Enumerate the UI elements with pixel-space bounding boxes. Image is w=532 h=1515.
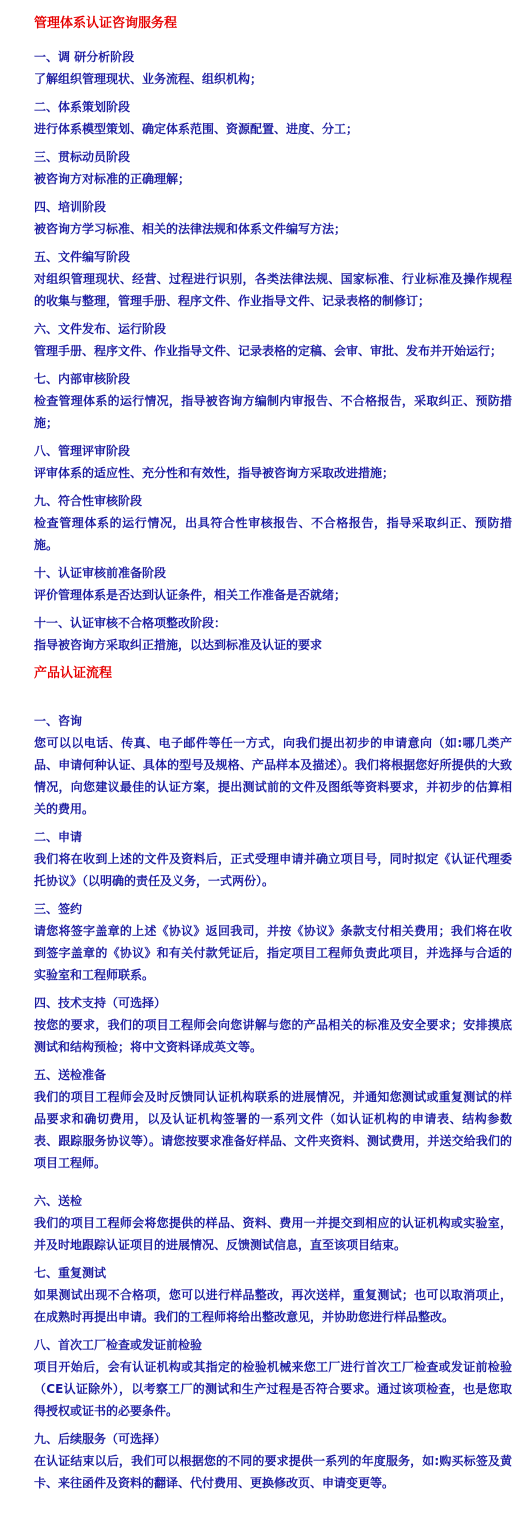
section-body: 检查管理体系的运行情况，指导被咨询方编制内审报告、不合格报告，采取纠正、预防措施； [34, 394, 512, 430]
section-heading: 八、首次工厂检查或发证前检验 [34, 1338, 203, 1352]
section-heading: 五、送检准备 [34, 1068, 107, 1082]
product-section-7 [34, 1262, 512, 1328]
mgmt-section-1 [34, 46, 512, 90]
product-title: 产品认证流程 [34, 666, 113, 681]
mgmt-section-3 [34, 146, 512, 190]
section-body: 被咨询方学习标准、相关的法律法规和体系文件编写方法； [34, 222, 347, 236]
section-body: 检查管理体系的运行情况，出具符合性审核报告、不合格报告，指导采取纠正、预防措施。 [34, 516, 512, 552]
mgmt-section-9 [34, 490, 512, 556]
section-body: 对组织管理现状、经营、过程进行识别，各类法律法规、国家标准、行业标准及操作规程的收集与整理，管理手册、程序文件、作业指导文件、记录表格的制修订； [34, 272, 512, 308]
product-section-4 [34, 992, 512, 1058]
section-heading: 七、内部审核阶段 [34, 372, 131, 386]
section-heading: 六、送检 [34, 1194, 83, 1208]
section-heading: 十、认证审核前准备阶段 [34, 566, 167, 580]
product-section-9 [34, 1428, 512, 1494]
spacer [34, 1180, 512, 1190]
section-heading: 九、后续服务（可选择） [34, 1432, 167, 1446]
section-body: 如果测试出现不合格项，您可以进行样品整改，再次送样，重复测试；也可以取消项止，在成熟时再提出申请。我们的工程师将给出整改意见，并协助您进行样品整改。 [34, 1288, 512, 1324]
mgmt-section-8 [34, 440, 512, 484]
section-heading: 三、贯标动员阶段 [34, 150, 131, 164]
section-body: 请您将签字盖章的上述《协议》返回我司，并按《协议》条款支付相关费用；我们将在收到签字盖章的《协议》和有关付款凭证后，指定项目工程师负责此项目，并选择与合适的实验室和工程师联系。 [34, 924, 512, 982]
section-body: 在认证结束以后，我们可以根据您的不同的要求提供一系列的年度服务，如:购买标签及黄卡、来往函件及资料的翻译、代付费用、更换修改页、申请变更等。 [34, 1454, 512, 1490]
section-heading: 八、管理评审阶段 [34, 444, 131, 458]
mgmt-section-6 [34, 318, 512, 362]
section-body: 评审体系的适应性、充分性和有效性，指导被咨询方采取改进措施； [34, 466, 395, 480]
section-heading: 六、文件发布、运行阶段 [34, 322, 167, 336]
section-heading: 三、签约 [34, 902, 83, 916]
section-body: 指导被咨询方采取纠正措施，以达到标准及认证的要求 [34, 638, 323, 652]
section-heading: 四、技术支持（可选择） [34, 996, 167, 1010]
product-section-3 [34, 898, 512, 986]
section-body: 我们的项目工程师会将您提供的样品、资料、费用一并提交到相应的认证机构或实验室，并及时地跟踪认证项目的进展情况、反馈测试信息，直至该项目结束。 [34, 1216, 512, 1252]
section-body: 评价管理体系是否达到认证条件，相关工作准备是否就绪； [34, 588, 347, 602]
section-body: 了解组织管理现状、业务流程、组织机构； [34, 72, 263, 86]
section-body: 项目开始后，会有认证机构或其指定的检验机械来您工厂进行首次工厂检查或发证前检验（CE认证除外），以考察工厂的测试和生产过程是否符合要求。通过该项检查，也是您取得授权或证书的必要条件。 [34, 1360, 512, 1418]
section-heading: 七、重复测试 [34, 1266, 107, 1280]
section-heading: 一、调 研分析阶段 [34, 50, 135, 64]
product-section-6 [34, 1190, 512, 1256]
section-heading: 十一、认证审核不合格项整改阶段： [34, 616, 227, 630]
section-heading: 九、符合性审核阶段 [34, 494, 143, 508]
section-heading: 一、咨询 [34, 714, 83, 728]
mgmt-section-10 [34, 562, 512, 606]
mgmt-section-5 [34, 246, 512, 312]
section-body: 我们的项目工程师会及时反馈同认证机构联系的进展情况，并通知您测试或重复测试的样品要求和确切费用，以及认证机构签署的一系列文件（如认证机构的申请表、结构参数表、跟踪服务协议等）。请您按要求准备好样品、文件夹资料、测试费用，并送交给我们的项目工程师。 [34, 1090, 512, 1170]
product-section-2 [34, 826, 512, 892]
section-body: 进行体系模型策划、确定体系范围、资源配置、进度、分工； [34, 122, 359, 136]
section-heading: 四、培训阶段 [34, 200, 107, 214]
section-body: 管理手册、程序文件、作业指导文件、记录表格的定稿、会审、审批、发布并开始运行； [34, 344, 503, 358]
section-body: 按您的要求，我们的项目工程师会向您讲解与您的产品相关的标准及安全要求；安排摸底测试和结构预检；将中文资料译成英文等。 [34, 1018, 512, 1054]
section-body: 您可以以电话、传真、电子邮件等任一方式，向我们提出初步的申请意向（如:哪几类产品、申请何种认证、具体的型号及规格、产品样本及描述）。我们将根据您好所提供的大致情况，向您建议最佳的认证方案，提出测试前的文件及图纸等资料要求，并初步的估算相关的费用。 [34, 736, 512, 816]
product-section-8 [34, 1334, 512, 1422]
mgmt-section-4 [34, 196, 512, 240]
product-section-1 [34, 710, 512, 820]
mgmt-section-7 [34, 368, 512, 434]
section-heading: 二、申请 [34, 830, 83, 844]
product-section-5 [34, 1064, 512, 1174]
section-heading: 二、体系策划阶段 [34, 100, 131, 114]
section-body: 我们将在收到上述的文件及资料后，正式受理申请并确立项目号，同时拟定《认证代理委托协议》（以明确的责任及义务，一式两份）。 [34, 852, 512, 888]
mgmt-section-11 [34, 612, 512, 656]
mgmt-title: 管理体系认证咨询服务程 [34, 16, 178, 31]
section-heading: 五、文件编写阶段 [34, 250, 131, 264]
mgmt-section-2 [34, 96, 512, 140]
section-body: 被咨询方对标准的正确理解； [34, 172, 191, 186]
